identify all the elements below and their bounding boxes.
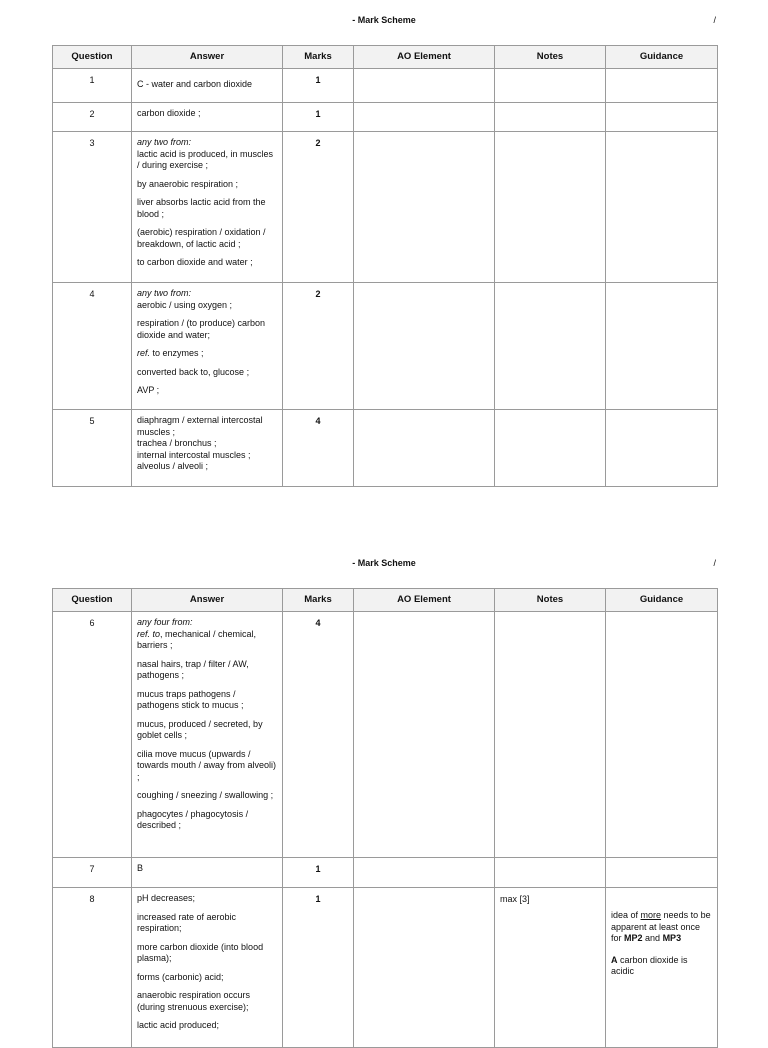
answer-line: anaerobic respiration occurs (during strenuous exercise);	[137, 990, 251, 1012]
answer-line: alveolus / alveoli ;	[137, 461, 209, 471]
marks-cell: 4	[283, 612, 354, 858]
column-header-answer: Answer	[132, 589, 283, 612]
answer-cell	[132, 858, 283, 888]
table-row	[53, 283, 718, 410]
column-header-marks: Marks	[283, 589, 354, 612]
answer-line: pH decreases;	[137, 893, 196, 903]
guidance-mark-point: MP3	[662, 933, 682, 943]
notes-cell	[495, 132, 606, 283]
answer-cell	[132, 410, 283, 487]
question-number: 4	[53, 283, 132, 410]
question-number: 2	[53, 103, 132, 132]
marks-cell: 4	[283, 410, 354, 487]
column-header-marks: Marks	[283, 46, 354, 69]
table-row	[53, 69, 718, 103]
answer-line: nasal hairs, trap / filter / AW, pathogens ;	[137, 658, 249, 680]
column-header-guidance: Guidance	[606, 589, 718, 612]
ref-prefix: ref.	[137, 348, 151, 358]
answer-line: to carbon dioxide and water ;	[137, 257, 253, 267]
table-row	[53, 103, 718, 132]
guidance-accept: A	[611, 954, 618, 965]
answer-line: C - water and carbon dioxide	[137, 79, 253, 89]
guidance-cell	[606, 283, 718, 410]
guidance-cell	[606, 410, 718, 487]
answer-line	[137, 348, 277, 360]
answer-cell	[132, 612, 283, 858]
mark-scheme-table	[52, 588, 718, 1048]
table-header-row	[53, 46, 718, 69]
ao-element-cell	[354, 283, 495, 410]
answer-lead: any two from:	[137, 137, 192, 147]
answer-line: B	[137, 863, 144, 873]
question-number: 8	[53, 888, 132, 1048]
answer-line: lactic acid is produced, in muscles / during exercise ;	[137, 148, 274, 170]
notes-cell	[495, 612, 606, 858]
guidance-text: and	[642, 933, 663, 943]
page-number-slash: /	[713, 558, 716, 568]
answer-line: aerobic / using oxygen ;	[137, 299, 233, 310]
table-row	[53, 858, 718, 888]
answer-line: converted back to, glucose ;	[137, 366, 250, 377]
ao-element-cell	[354, 410, 495, 487]
page-title: - Mark Scheme	[352, 15, 416, 25]
page-title: - Mark Scheme	[352, 558, 416, 568]
guidance-cell	[606, 612, 718, 858]
answer-lead: any two from:	[137, 288, 192, 298]
ref-prefix: ref. to	[137, 628, 161, 639]
marks-cell: 1	[283, 69, 354, 103]
marks-cell: 2	[283, 132, 354, 283]
marks-cell: 1	[283, 888, 354, 1048]
column-header-ao-element: AO Element	[354, 46, 495, 69]
guidance-text: idea of	[611, 910, 641, 920]
guidance-cell	[606, 858, 718, 888]
guidance-cell	[606, 132, 718, 283]
answer-cell	[132, 132, 283, 283]
column-header-guidance: Guidance	[606, 46, 718, 69]
guidance-paragraph	[611, 955, 712, 978]
answer-line: liver absorbs lactic acid from the blood ;	[137, 197, 266, 219]
guidance-mark-point: MP2	[624, 933, 643, 943]
question-number: 1	[53, 69, 132, 103]
answer-line: forms (carbonic) acid;	[137, 971, 224, 982]
guidance-text: needs to be apparent at least once for	[611, 910, 711, 943]
column-header-notes: Notes	[495, 46, 606, 69]
answer-line: phagocytes / phagocytosis / described ;	[137, 808, 249, 830]
notes-cell	[495, 858, 606, 888]
guidance-cell	[606, 69, 718, 103]
notes-cell	[495, 410, 606, 487]
guidance-text: carbon dioxide is acidic	[611, 954, 688, 976]
marks-cell: 1	[283, 858, 354, 888]
table-row	[53, 410, 718, 487]
answer-line: respiration / (to produce) carbon dioxide and water;	[137, 318, 266, 340]
answer-line: mucus traps pathogens / pathogens stick to mucus ;	[137, 688, 244, 710]
mark-scheme-table	[52, 45, 718, 487]
column-header-ao-element: AO Element	[354, 589, 495, 612]
guidance-cell	[606, 103, 718, 132]
answer-line: trachea / bronchus ;	[137, 438, 217, 448]
answer-lead: any four from:	[137, 617, 193, 627]
answer-line	[137, 629, 277, 652]
table-header-row	[53, 589, 718, 612]
answer-line: coughing / sneezing / swallowing ;	[137, 790, 274, 800]
ao-element-cell	[354, 69, 495, 103]
answer-line: AVP ;	[137, 385, 160, 395]
answer-line: cilia move mucus (upwards / towards mouth / away from alveoli) ;	[137, 748, 277, 782]
guidance-paragraph	[611, 910, 712, 945]
answer-line: (aerobic) respiration / oxidation / breakdown, of lactic acid ;	[137, 227, 266, 249]
column-header-answer: Answer	[132, 46, 283, 69]
ao-element-cell	[354, 612, 495, 858]
answer-line-text: to enzymes ;	[152, 348, 204, 358]
answer-line: by anaerobic respiration ;	[137, 178, 239, 189]
question-number: 3	[53, 132, 132, 283]
marks-cell: 2	[283, 283, 354, 410]
table-row	[53, 612, 718, 858]
question-number: 7	[53, 858, 132, 888]
column-header-question: Question	[53, 589, 132, 612]
answer-line: more carbon dioxide (into blood plasma);	[137, 941, 264, 963]
marks-cell: 1	[283, 103, 354, 132]
notes-cell	[495, 69, 606, 103]
ao-element-cell	[354, 132, 495, 283]
column-header-notes: Notes	[495, 589, 606, 612]
question-number: 6	[53, 612, 132, 858]
ao-element-cell	[354, 103, 495, 132]
notes-cell	[495, 103, 606, 132]
answer-cell	[132, 283, 283, 410]
answer-cell	[132, 103, 283, 132]
answer-line: diaphragm / external intercostal muscles ;	[137, 415, 263, 437]
column-header-question: Question	[53, 46, 132, 69]
answer-line: increased rate of aerobic respiration;	[137, 911, 237, 933]
ao-element-cell	[354, 858, 495, 888]
table-row	[53, 132, 718, 283]
answer-line-text: , mechanical / chemical, barriers ;	[137, 628, 257, 650]
notes-cell: max [3]	[495, 888, 606, 1048]
page-header	[52, 558, 716, 572]
page-header	[52, 15, 716, 29]
notes-cell	[495, 283, 606, 410]
answer-line: lactic acid produced;	[137, 1020, 220, 1030]
answer-line: mucus, produced / secreted, by goblet cells ;	[137, 718, 263, 740]
answer-line: carbon dioxide ;	[137, 108, 201, 118]
page-number-slash: /	[713, 15, 716, 25]
guidance-underlined: more	[640, 910, 662, 920]
answer-line: internal intercostal muscles ;	[137, 449, 251, 460]
answer-cell	[132, 69, 283, 103]
question-number: 5	[53, 410, 132, 487]
